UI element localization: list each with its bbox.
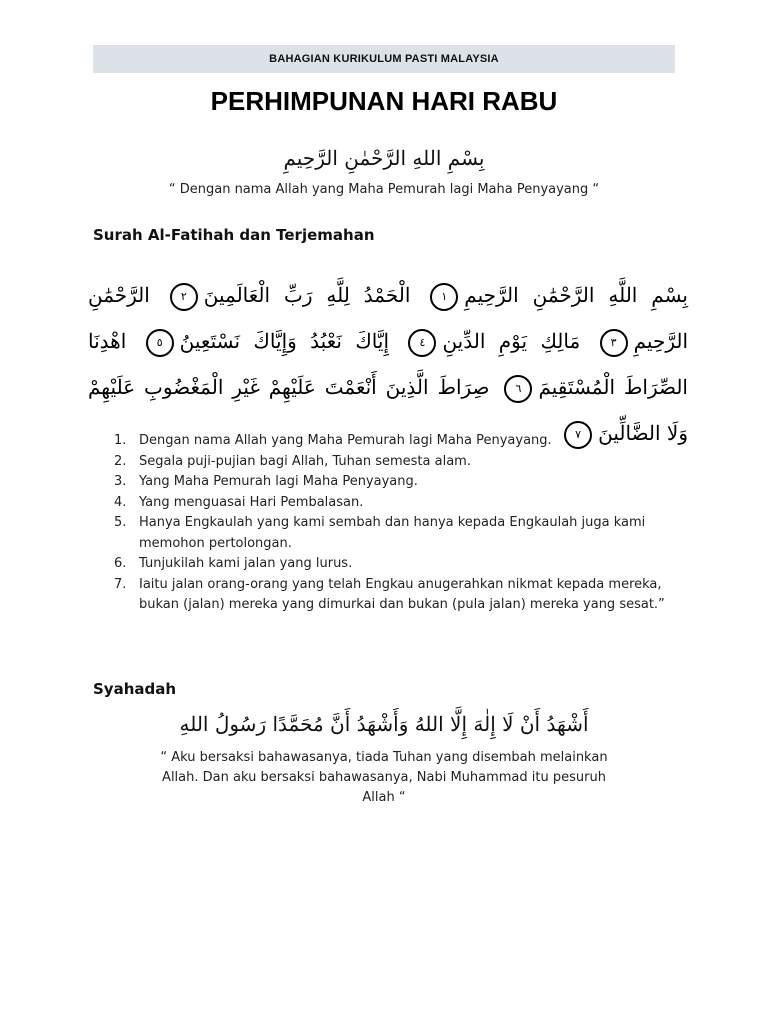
bismillah-translation: “ Dengan nama Allah yang Maha Pemurah lagi Maha Penyayang “ xyxy=(168,182,600,197)
fatihah-verse: إِيَّاكَ نَعْبُدُ وَإِيَّاكَ نَسْتَعِينُ xyxy=(179,329,390,353)
list-item-text: Yang menguasai Hari Pembalasan. xyxy=(139,494,364,510)
fatihah-verse: مَالِكِ يَوْمِ الدِّينِ xyxy=(442,329,581,353)
list-item-text: Segala puji-pujian bagi Allah, Tuhan semesta alam. xyxy=(139,453,471,469)
list-item xyxy=(114,472,684,493)
fatihah-verse: اهْدِنَا الصِّرَاطَ الْمُسْتَقِيمَ xyxy=(88,329,688,399)
fatihah-verse: الرَّحْمَٰنِ الرَّحِيمِ xyxy=(88,283,689,353)
list-item-text: Tunjukilah kami jalan yang lurus. xyxy=(139,556,353,571)
syahadah-arabic: أَشْهَدُ أَنْ لَا إِلٰهَ إِلَّا اللهُ وَأَشْهَدُ أَنَّ مُحَمَّدًا رَسُولُ اللهِ xyxy=(179,712,589,736)
list-item-number: 4. xyxy=(114,494,127,510)
fatihah-verse: الْحَمْدُ لِلَّهِ رَبِّ الْعَالَمِينَ xyxy=(203,283,411,307)
list-item-text: Hanya Engkaulah yang kami sembah dan hanya kepada Engkaulah juga kami memohon pertolongan. xyxy=(139,515,646,551)
bismillah-arabic: بِسْمِ اللهِ الرَّحْمٰنِ الرَّحِيمِ xyxy=(283,146,485,170)
fatihah-translation-list xyxy=(114,431,684,616)
list-item xyxy=(114,513,684,554)
ayah-number-marker: ٦ xyxy=(504,375,532,403)
list-item xyxy=(114,575,684,616)
list-item xyxy=(114,493,684,514)
header-org-text: BAHAGIAN KURIKULUM PASTI MALAYSIA xyxy=(269,53,499,65)
list-item-number: 1. xyxy=(114,433,127,448)
page-title: PERHIMPUNAN HARI RABU xyxy=(210,86,558,116)
fatihah-heading: Surah Al-Fatihah dan Terjemahan xyxy=(93,226,375,244)
list-item-number: 7. xyxy=(114,576,127,592)
ayah-number-marker: ١ xyxy=(430,283,458,311)
list-item-text: Iaitu jalan orang-orang yang telah Engkau anugerahkan nikmat kepada mereka, bukan (jalan) mereka yang dimurkai dan bukan (pula jalan) mereka yang sesat.” xyxy=(139,576,665,612)
header-bar xyxy=(93,45,675,73)
fatihah-arabic-text xyxy=(88,272,688,456)
list-item-number: 2. xyxy=(114,453,127,469)
fatihah-verse: صِرَاطَ الَّذِينَ أَنْعَمْتَ عَلَيْهِمْ غَيْرِ الْمَغْضُوبِ عَلَيْهِمْ وَلَا الضَّالِّينَ xyxy=(88,375,688,445)
list-item-number: 6. xyxy=(114,556,127,571)
ayah-number-marker: ٢ xyxy=(170,283,198,311)
list-item-number: 5. xyxy=(114,515,127,530)
syahadah-translation: “ Aku bersaksi bahawasanya, tiada Tuhan yang disembah melainkan Allah. Dan aku bersaksi bahawasanya, Nabi Muhammad itu pesuruh Allah “ xyxy=(160,750,608,805)
ayah-number-marker: ٥ xyxy=(146,329,174,357)
ayah-number-marker: ٧ xyxy=(564,421,592,449)
ayah-number-marker: ٤ xyxy=(408,329,436,357)
list-item xyxy=(114,554,684,575)
list-item-number: 3. xyxy=(114,474,127,489)
ayah-number-marker: ٣ xyxy=(600,329,628,357)
fatihah-verse: بِسْمِ اللَّهِ الرَّحْمَٰنِ الرَّحِيمِ xyxy=(464,283,688,307)
list-item xyxy=(114,431,684,452)
list-item-text: Yang Maha Pemurah lagi Maha Penyayang. xyxy=(139,474,418,489)
list-item xyxy=(114,452,684,473)
syahadah-heading: Syahadah xyxy=(93,680,177,698)
list-item-text: Dengan nama Allah yang Maha Pemurah lagi Maha Penyayang. xyxy=(139,433,552,448)
